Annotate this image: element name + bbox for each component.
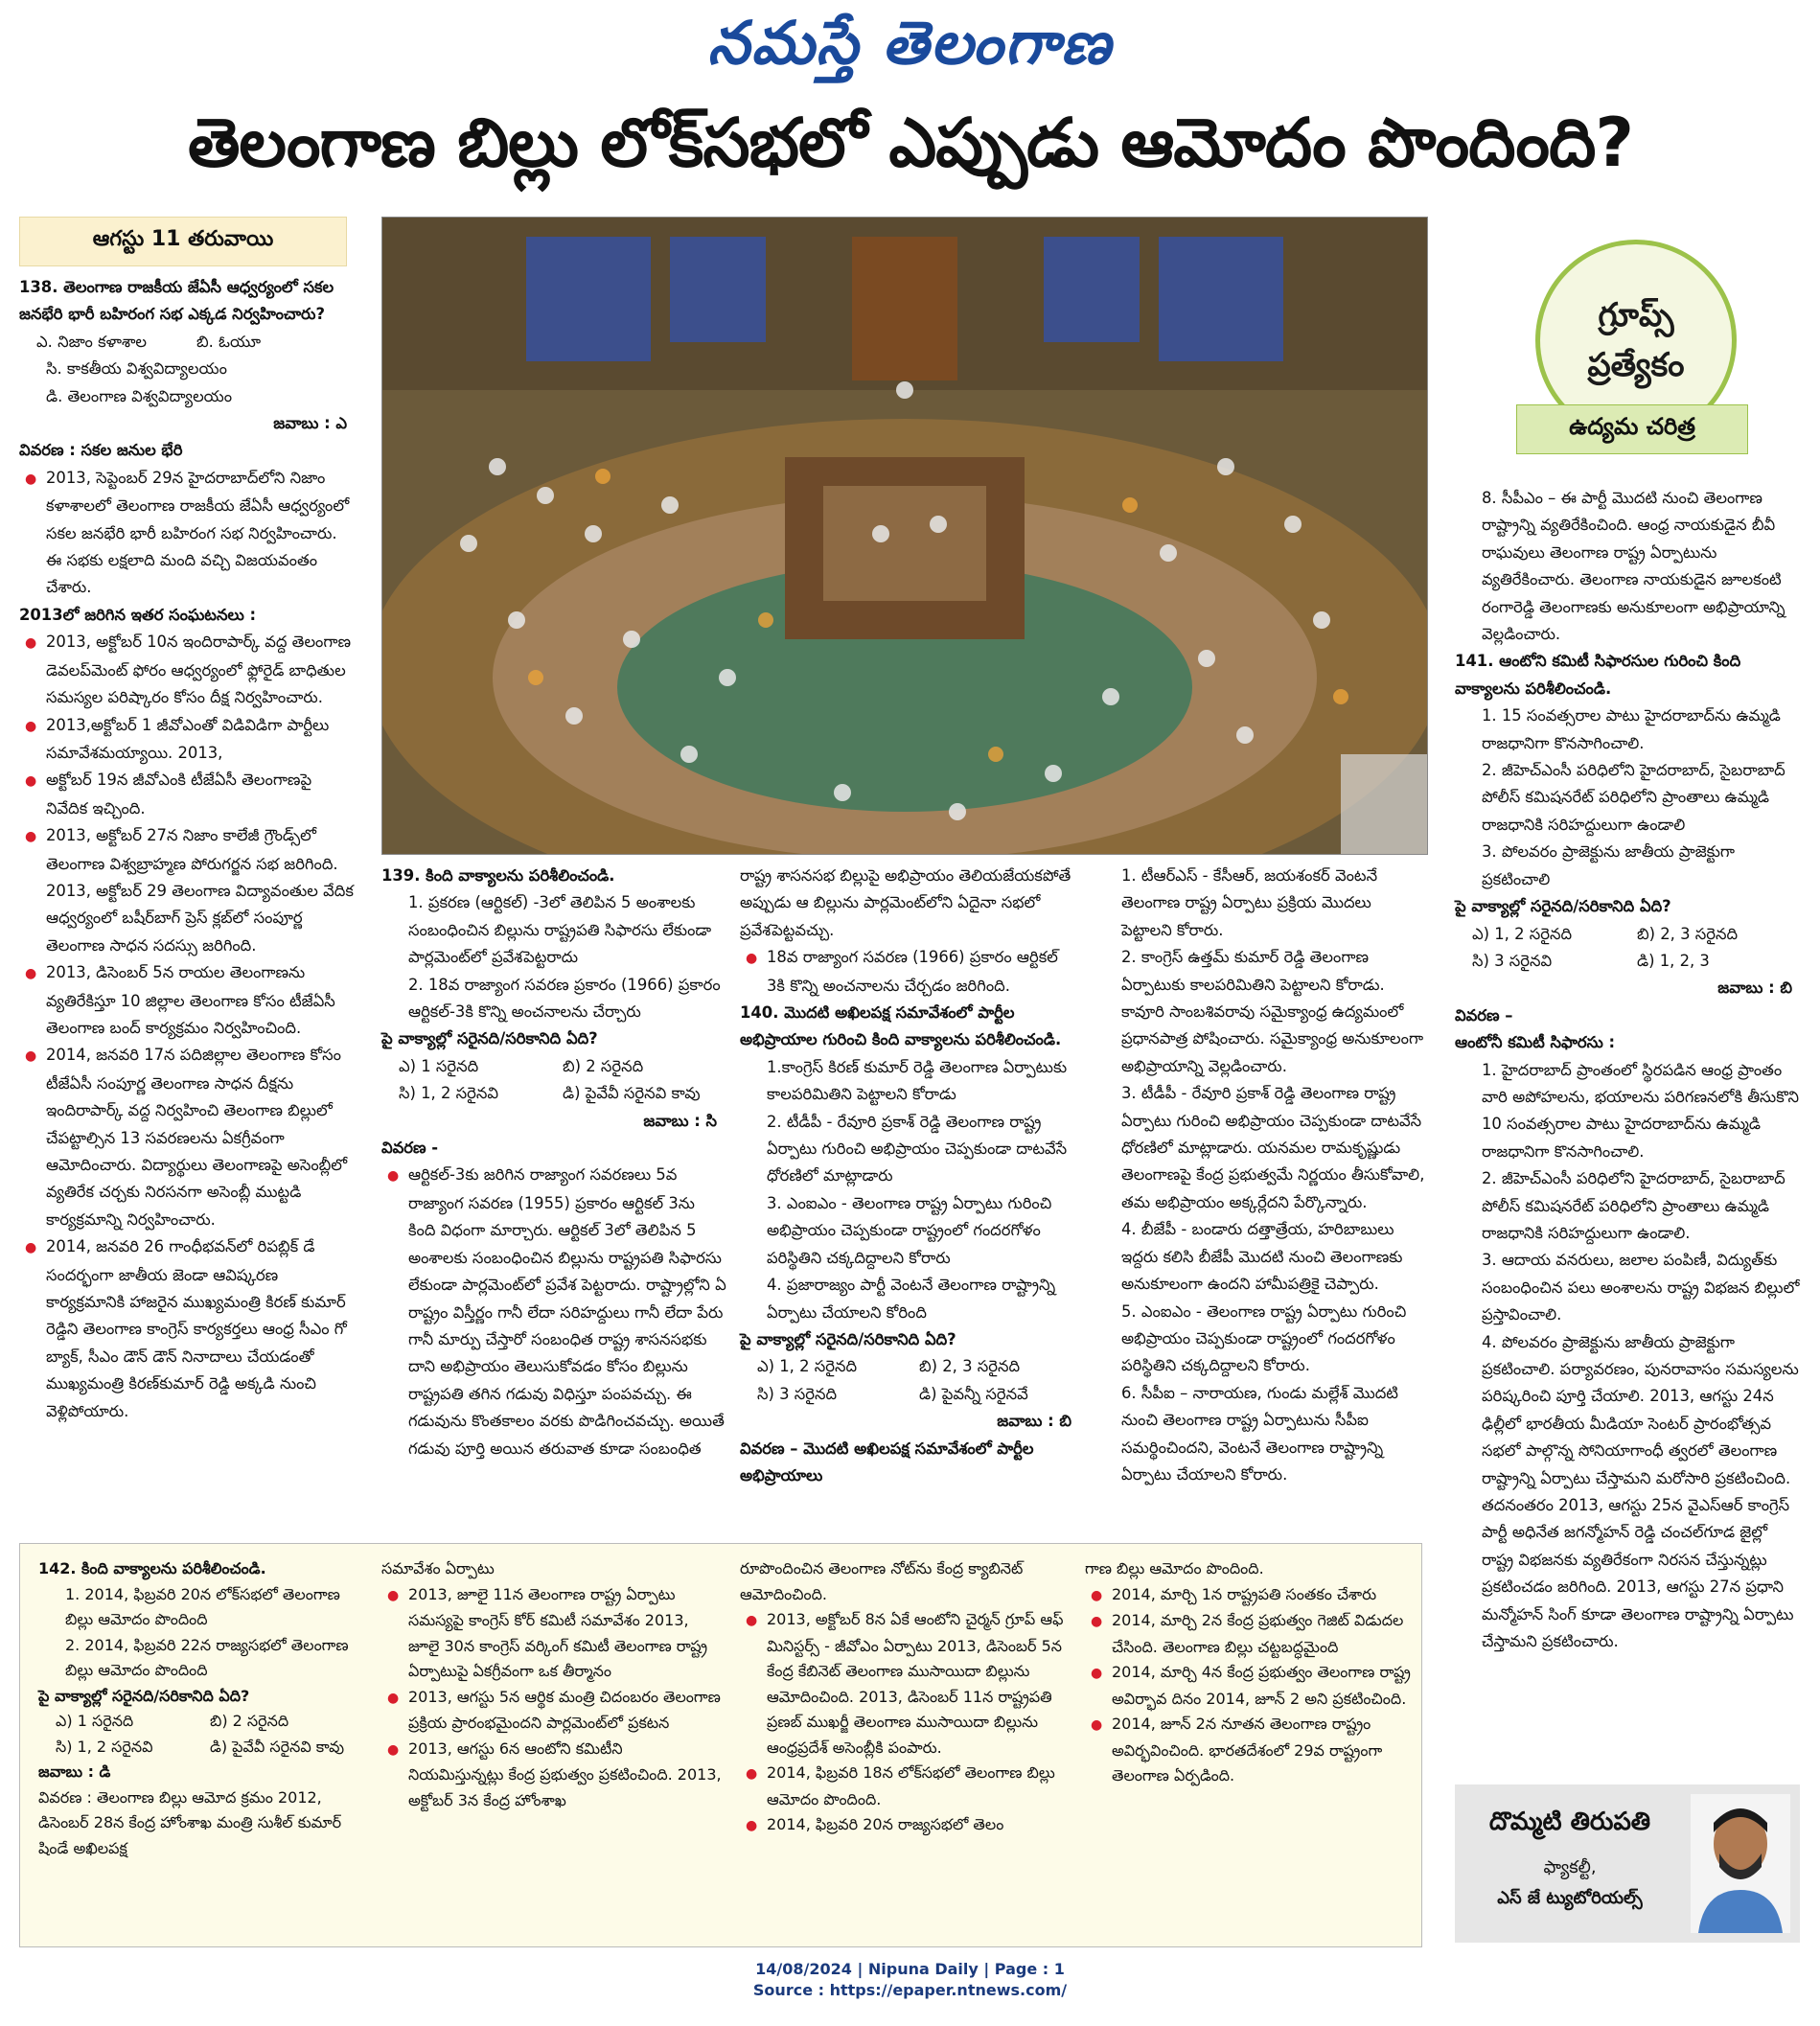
bottom-column-4	[1085, 1556, 1411, 1789]
bullet-item: ● 2014, ఫిబ్రవరి 18న లోక్‌సభలో తెలంగాణ బిల్లు ఆమోదం పొందింది.	[740, 1761, 1071, 1812]
bullet-item: ● 2013, జూలై 11న తెలంగాణ రాష్ట్ర ఏర్పాటు సమస్యపై కాంగ్రెస్ కోర్ కమిటీ సమావేశం 2013, జూలై 30న కాంగ్రెస్ వర్కింగ్ కమిటీ తెలంగాణ రాష్ట్ర ఏర్పాటుపై ఏకగ్రీవంగా ఒక తీర్మానం	[381, 1582, 723, 1685]
answer-140: జవాబు : బి	[997, 1412, 1071, 1431]
question-140: 140. మొదటి అఖిలపక్ష సమావేశంలో పార్టీల అభిప్రాయాల గురించి కింది వాక్యాలను పరిశీలించండి.	[740, 1003, 1062, 1049]
badge-line-2: ప్రత్యేకం	[1587, 346, 1685, 384]
option-c: సి. కాకతీయ విశ్వవిద్యాలయం	[46, 359, 227, 379]
answer-141: జవాబు : బి	[1717, 978, 1792, 998]
options-row	[381, 1053, 726, 1080]
option-d: డి) పైవేవీ సరైనవి కావు	[563, 1084, 701, 1103]
author-name: దొమ్మటి తిరుపతి	[1488, 1807, 1651, 1836]
column-5	[1455, 485, 1802, 1655]
option-c: సి) 1, 2 సరైనవి	[399, 1084, 498, 1103]
option-d: డి) పైవన్నీ సరైనవే	[919, 1384, 1028, 1403]
bullet-item: ● 2014, మార్చి 1న రాష్ట్రపతి సంతకం చేశారు	[1085, 1582, 1411, 1609]
option-a: ఎ) 1, 2 సరైనది	[1472, 924, 1573, 943]
statement: 2. జీహెచ్‌ఎంసీ పరిధిలోని హైదరాబాద్, సైబరాబాద్ పోలీస్ కమిషనరేట్ పరిధిలోని ప్రాంతాలు ఉమ్మడి రాజధానికి సరిహద్దులుగా ఉండాలి	[1482, 761, 1785, 834]
option-a: ఎ. నిజాం కళాశాల	[36, 332, 148, 351]
bullet-item: ● ఆర్టికల్-3కు జరిగిన రాజ్యాంగ సవరణలు 5వ రాజ్యాంగ సవరణ (1955) ప్రకారం ఆర్టికల్ 3ను కింది విధంగా మార్చారు. ఆర్టికల్ 3లో తెలిపిన 5 అంశాలకు సంబంధించిన బిల్లును రాష్ట్రపతి సిఫారసు లేకుండా పార్లమెంట్‌లో ప్రవేశ పెట్టరాదు. రాష్ట్రాల్లోని ఏ రాష్ట్రం విస్తీర్ణం గానీ లేదా సరిహద్దులు గానీ లేదా పేరు గానీ మార్పు చేస్తారో సంబంధిత రాష్ట్ర శాసనసభకు దాని అభిప్రాయం తెలుసుకోవడం కోసం బిల్లును రాష్ట్రపతి తగిన గడువు విధిస్తూ పంపవచ్చు. ఈ గడువును కొంతకాలం వరకు పొడిగించవచ్చు. అయితే గడువు పూర్తి అయిన తరువాత కూడా సంబంధిత	[381, 1162, 726, 1462]
answer-142: జవాబు : డి	[38, 1762, 111, 1781]
option-a: ఎ) 1, 2 సరైనది	[757, 1357, 858, 1376]
page-footer	[0, 1959, 1820, 2001]
party-opinion: 2. కాంగ్రెస్ ఉత్తమ్ కుమార్ రెడ్డి తెలంగాణ ఏర్పాటుకు కాలపరిమితిని పెట్టాలని కోరాడు. కావూరి సాంబశివరావు సమైక్యాంధ్ర ఉద్యమంలో ప్రధానపాత్ర పోషించారు. సమైక్యాంధ్ర అనుకూలంగా అభిప్రాయాన్ని వెల్లడించారు.	[1121, 948, 1424, 1075]
statement: 1.కాంగ్రెస్ కిరణ్ కుమార్ రెడ్డి తెలంగాణ ఏర్పాటుకు కాలపరిమితిని పెట్టాలని కోరాడు	[767, 1057, 1068, 1104]
statement: 4. ప్రజారాజ్యం పార్టీ వెంటనే తెలంగాణ రాష్ట్రాన్ని ఏర్పాటు చేయాలని కోరింది	[767, 1276, 1056, 1322]
question-141: 141. ఆంటోని కమిటీ సిఫారసుల గురించి కింది వాక్యాలను పరిశీలించండి.	[1455, 652, 1741, 698]
option-b: బి. ఓయూ	[196, 332, 262, 351]
statement: 1. 2014, ఫిబ్రవరి 20న లోక్‌సభలో తెలంగాణ బిల్లు ఆమోదం పొందింది	[65, 1584, 340, 1628]
statement: 3. పోలవరం ప్రాజెక్టును జాతీయ ప్రాజెక్టుగా ప్రకటించాలి	[1482, 842, 1735, 888]
bottom-column-1	[38, 1556, 364, 1861]
explanation-point: 3. ఆదాయ వనరులు, జలాల పంపిణీ, విద్యుత్‌కు సంబంధించిన పలు అంశాలను రాష్ట్ర విభజన బిల్లులో ప్రస్తావించాలి.	[1482, 1251, 1800, 1324]
option-b: బి) 2 సరైనది	[210, 1712, 289, 1730]
explanation-point: 4. పోలవరం ప్రాజెక్టును జాతీయ ప్రాజెక్టుగా ప్రకటించాలి. పర్యావరణం, పునరావాసం సమస్యలను పరిష్కరించి పూర్తి చేయాలి. 2013, ఆగస్టు 24న ఢిల్లీలో భారతీయ మీడియా సెంటర్ ప్రారంభోత్సవ సభలో పాల్గొన్న సోనియాగాంధీ త్వరలో తెలంగాణ రాష్ట్రాన్ని ఏర్పాటు చేస్తామని మరోసారి ప్రకటించింది. తదనంతరం 2013, ఆగస్టు 25న వైఎస్ఆర్ కాంగ్రెస్ పార్టీ అధినేత జగన్మోహన్ రెడ్డి చంచల్‌గూడ జైల్లో రాష్ట్ర విభజనకు వ్యతిరేకంగా నిరసన చేస్తున్నట్లు ప్రకటించడం జరిగింది. 2013, ఆగస్టు 27న ప్రధాని మన్మోహన్ సింగ్ కూడా తెలంగాణ రాష్ట్రాన్ని ఏర్పాటు చేస్తామని ప్రకటించారు.	[1482, 1332, 1799, 1651]
option-d: డి) 1, 2, 3	[1637, 951, 1710, 970]
footer-source-line: Source : https://epaper.ntnews.com/	[752, 1981, 1068, 1999]
answer-138: జవాబు : ఎ	[273, 414, 347, 433]
statement: 1. 15 సంవత్సరాల పాటు హైదరాబాద్‌ను ఉమ్మడి రాజధానిగా కొనసాగించాలి.	[1482, 706, 1781, 752]
explanation-subheading: ఆంటోనీ కమిటీ సిఫారసు :	[1455, 1033, 1616, 1052]
lok-sabha-chamber-image	[382, 218, 1427, 854]
option-a: ఎ) 1 సరైనది	[399, 1056, 479, 1075]
page-headline: తెలంగాణ బిల్లు లోక్‌సభలో ఎప్పుడు ఆమోదం పొందింది?	[187, 104, 1634, 182]
statement: 2. 18వ రాజ్యాంగ సవరణ ప్రకారం (1966) ప్రకారం ఆర్టికల్-3కి కొన్ని అంచనాలను చేర్చారు	[408, 975, 721, 1022]
subheading-2013: 2013లో జరిగిన ఇతర సంఘటనలు :	[19, 605, 257, 624]
bullet-item: ● 2013, ఆగస్టు 5న ఆర్థిక మంత్రి చిదంబరం తెలంగాణ ప్రక్రియ ప్రారంభమైందని పార్లమెంట్‌లో ప్రకటన	[381, 1685, 723, 1737]
column-4	[1094, 863, 1426, 1488]
bullet-item: ● 2014, మార్చి 4న కేంద్ర ప్రభుత్వం తెలంగాణ రాష్ట్ర అవిర్భావ దినం 2014, జూన్ 2 అని ప్రకటించింది.	[1085, 1660, 1411, 1712]
bullet-item: ● 2014, ఫిబ్రవరి 20న రాజ్యసభలో తెలం	[740, 1812, 1071, 1839]
bullet-item: ● 2014, మార్చి 2న కేంద్ర ప్రభుత్వం గెజిట్ విడుదల చేసింది. తెలంగాణ బిల్లు చట్టబద్ధమైంది	[1085, 1608, 1411, 1660]
option-b: బి) 2, 3 సరైనది	[1637, 924, 1739, 943]
bullet-item: ● 2013, అక్టోబర్ 8న ఏకే ఆంటోని చైర్మన్ గ్రూప్ ఆఫ్ మినిస్టర్స్ - జీవోఎం ఏర్పాటు 2013, డిసెంబర్ 5న కేంద్ర కేబినెట్ తెలంగాణ ముసాయిదా బిల్లును ఆమోదించింది. 2013, డిసెంబర్ 11న రాష్ట్రపతి ప్రణబ్ ముఖర్జీ తెలంగాణ ముసాయిదా బిల్లును ఆంధ్రప్రదేశ్ అసెంబ్లీకి పంపారు.	[740, 1607, 1071, 1761]
paragraph: గాణ బిల్లు ఆమోదం పొందింది.	[1085, 1559, 1264, 1577]
option-c: సి) 3 సరైనది	[757, 1384, 838, 1403]
bullet-item: ● 2013, ఆగస్టు 6న ఆంటోని కమిటీని నియమిస్తున్నట్లు కేంద్ర ప్రభుత్వం ప్రకటించింది. 2013, అక్టోబర్ 3న కేంద్ర హోంశాఖ	[381, 1737, 723, 1814]
author-box	[1455, 1784, 1800, 1943]
question-138: 138. తెలంగాణ రాజకీయ జేఏసీ ఆధ్వర్యంలో సకల జనభేరి భారీ బహిరంగ సభ ఎక్కడ నిర్వహించారు?	[19, 278, 334, 324]
lok-sabha-photo	[381, 217, 1428, 855]
paragraph: రూపొందించిన తెలంగాణ నోట్‌ను కేంద్ర క్యాబినెట్ ఆమోదించింది.	[740, 1559, 1024, 1603]
statement: 3. ఎంఐఎం - తెలంగాణ రాష్ట్ర ఏర్పాటు గురించి అభిప్రాయం చెప్పకుండా రాష్ట్రంలో గందరగోళం పరిస్థితిని చక్కదిద్దాలని కోరారు	[767, 1193, 1052, 1267]
options-row	[38, 1735, 364, 1761]
explanation-point: 1. హైదరాబాద్ ప్రాంతంలో స్థిరపడిన ఆంధ్ర ప్రాంతం వారి అపోహలను, భయాలను పరిగణనలోకి తీసుకొని 10 సంవత్సరాల పాటు హైదరాబాద్‌ను ఉమ్మడి రాజధానిగా కొనసాగించాలి.	[1482, 1060, 1799, 1161]
paragraph: 8. సీపీఎం – ఈ పార్టీ మొదటి నుంచి తెలంగాణ రాష్ట్రాన్ని వ్యతిరేకించింది. ఆంధ్ర నాయకుడైన బీవీ రాఘవులు తెలంగాణ రాష్ట్ర ఏర్పాటును వ్యతిరేకించారు. తెలంగాణ నాయకుడైన జూలకంటి రంగారెడ్డి తెలంగాణకు అనుకూలంగా అభిప్రాయాన్ని వెల్లడించారు.	[1482, 489, 1785, 644]
bullet-item: ● 2014, జూన్ 2న నూతన తెలంగాణ రాష్ట్రం అవిర్భవించింది. భారతదేశంలో 29వ రాష్ట్రంగా తెలంగాణ ఏర్పడింది.	[1085, 1712, 1411, 1789]
question-139: 139. కింది వాక్యాలను పరిశీలించండి.	[381, 866, 615, 885]
question-142: 142. కింది వాక్యాలను పరిశీలించండి.	[38, 1559, 266, 1577]
option-d: డి) పైవేవీ సరైనవి కావు	[210, 1737, 345, 1756]
bullet-item: ● అక్టోబర్ 19న జీవోఎంకి టీజేఏసీ తెలంగాణపై నివేదిక ఇచ్చింది.	[19, 767, 357, 822]
bullet-item: ● 2013, సెప్టెంబర్ 29న హైదరాబాద్‌లోని నిజాం కళాశాలలో తెలంగాణ రాజకీయ జేఏసీ ఆధ్వర్యంలో సకల జనభేరి భారీ బహిరంగ సభ నిర్వహించారు. ఈ సభకు లక్షలాది మంది వచ్చి విజయవంతం చేశారు.	[19, 465, 357, 602]
explanation-label: వివరణ –	[1455, 1005, 1513, 1025]
newspaper-masthead: నమస్తే తెలంగాణ	[707, 8, 1113, 78]
options-row	[740, 1353, 1081, 1380]
column-2	[381, 863, 726, 1462]
bullet-item: ● 2013, అక్టోబర్ 10న ఇందిరాపార్క్ వద్ద తెలంగాణ డెవలప్‌మెంట్ ఫోరం ఆధ్వర్యంలో ఫ్లోరైడ్ బాధితుల సమస్యల పరిష్కారం కోసం దీక్ష నిర్వహించారు.	[19, 629, 357, 711]
question-prompt: పై వాక్యాల్లో సరైనది/సరికానిది ఏది?	[38, 1686, 250, 1705]
column-3	[740, 863, 1081, 1489]
option-c: సి) 3 సరైనవి	[1472, 951, 1553, 970]
bullet-item: ● 2013, అక్టోబర్ 27న నిజాం కాలేజీ గ్రౌండ్స్‌లో తెలంగాణ విశ్వబ్రాహ్మణ పోరుగర్జన సభ జరిగింది. 2013, అక్టోబర్ 29 తెలంగాణ విద్యావంతుల వేదిక ఆధ్వర్యంలో బషీర్‌బాగ్ ప్రెస్ క్లబ్‌లో సంపూర్ణ తెలంగాణ సాధన సదస్సు జరిగింది.	[19, 822, 357, 959]
statement: 2. 2014, ఫిబ్రవరి 22న రాజ్యసభలో తెలంగాణ బిల్లు ఆమోదం పొందింది	[65, 1635, 349, 1679]
options-row	[1455, 948, 1802, 975]
option-b: బి) 2 సరైనది	[563, 1056, 644, 1075]
option-a: ఎ) 1 సరైనది	[56, 1712, 134, 1730]
section-label: ఆగస్టు 11 తరువాయి	[19, 217, 347, 266]
option-c: సి) 1, 2 సరైనవి	[56, 1737, 153, 1756]
party-opinion: 4. బీజేపీ - బండారు దత్తాత్రేయ, హరిబాబులు ఇద్దరు కలిసి బీజేపీ మొదటి నుంచి తెలంగాణకు అనుకూలంగా ఉందని హామీపత్రికై చెప్పారు.	[1121, 1220, 1403, 1294]
options-row	[381, 1080, 726, 1107]
footer-date-line: 14/08/2024 | Nipuna Daily | Page : 1	[755, 1960, 1065, 1978]
movement-history-ribbon: ఉద్యమ చరిత్ర	[1516, 404, 1748, 454]
author-organization: ఎస్ జే ట్యుటోరియల్స్	[1497, 1888, 1643, 1908]
column-1	[19, 274, 357, 1425]
options-row	[740, 1381, 1081, 1408]
bottom-column-2	[381, 1556, 723, 1813]
explanation-label: వివరణ : సకల జనుల భేరి	[19, 441, 183, 460]
options-row	[19, 329, 357, 356]
options-row	[38, 1709, 364, 1735]
party-opinion: 6. సీపీఐ – నారాయణ, గుండు మల్లేశ్ మొదటి నుంచి తెలంగాణ రాష్ట్ర ఏర్పాటును సీపీఐ సమర్థించిందని, వెంటనే తెలంగాణ రాష్ట్రాన్ని ఏర్పాటు చేయాలని కోరారు.	[1121, 1383, 1398, 1484]
bullet-item: ● 18వ రాజ్యాంగ సవరణ (1966) ప్రకారం ఆర్టికల్ 3కి కొన్ని అంచనాలను చేర్చడం జరిగింది.	[740, 944, 1081, 1000]
badge-line-1: గ్రూప్స్	[1598, 296, 1674, 334]
option-d: డి. తెలంగాణ విశ్వవిద్యాలయం	[46, 386, 233, 405]
explanation-text: వివరణ : తెలంగాణ బిల్లు ఆమోద క్రమం 2012, డిసెంబర్ 28న కేంద్ర హోంశాఖ మంత్రి సుశీల్ కుమార్ షిండే అఖిలపక్ష	[38, 1787, 342, 1857]
option-b: బి) 2, 3 సరైనది	[919, 1357, 1021, 1376]
party-opinion: 5. ఎంఐఎం - తెలంగాణ రాష్ట్ర ఏర్పాటు గురించి అభిప్రాయం చెప్పకుండా రాష్ట్రంలో గందరగోళం పరిస్థితిని చక్కదిద్దాలని కోరారు.	[1121, 1301, 1407, 1375]
question-prompt: పై వాక్యాల్లో సరైనది/సరికానిది ఏది?	[381, 1029, 598, 1048]
bottom-column-3	[740, 1556, 1071, 1839]
question-prompt: పై వాక్యాల్లో సరైనది/సరికానిది ఏది?	[740, 1329, 956, 1348]
statement: 2. టీడీపీ - రేవూరి ప్రకాశ్ రెడ్డి తెలంగాణ రాష్ట్ర ఏర్పాటు గురించి అభిప్రాయం చెప్పకుండా దాటవేసే ధోరణిలో మాట్లాడారు	[767, 1112, 1068, 1186]
party-opinion: 3. టీడీపీ - రేవూరి ప్రకాశ్ రెడ్డి తెలంగాణ రాష్ట్ర ఏర్పాటు గురించి అభిప్రాయం చెప్పకుండా దాటవేసే ధోరణిలో మాట్లాడారు. యనమల రామకృష్ణుడు తెలంగాణపై కేంద్ర ప్రభుత్వమే నిర్ణయం తీసుకోవాలి, తమ అభిప్రాయం అక్కర్లేదని పేర్కొన్నారు.	[1121, 1084, 1425, 1211]
paragraph: రాష్ట్ర శాసనసభ బిల్లుపై అభిప్రాయం తెలియజేయకపోతే అప్పుడు ఆ బిల్లును పార్లమెంట్‌లోని ఏదైనా సభలో ప్రవేశపెట్టవచ్చు.	[740, 866, 1071, 939]
explanation-point: 2. జీహెచ్‌ఎంసీ పరిధిలోని హైదరాబాద్, సైబరాబాద్ పోలీస్ కమిషనరేట్ పరిధిలోని ప్రాంతాలు ఉమ్మడి రాజధానికి సరిహద్దులుగా ఉండాలి.	[1482, 1169, 1785, 1242]
bullet-item: ● 2013, డిసెంబర్ 5న రాయల తెలంగాణను వ్యతిరేకిస్తూ 10 జిల్లాల తెలంగాణ కోసం టీజేఏసీ తెలంగాణ బంద్ కార్యక్రమం నిర్వహించింది.	[19, 959, 357, 1042]
bullet-item: ● 2013,అక్టోబర్ 1 జీవోఎంతో విడివిడిగా పార్టీలు సమావేశమయ్యాయి. 2013,	[19, 712, 357, 768]
author-role: ఫ్యాకల్టీ,	[1543, 1857, 1597, 1877]
author-photo	[1691, 1794, 1790, 1933]
question-prompt: పై వాక్యాల్లో సరైనది/సరికానిది ఏది?	[1455, 897, 1671, 916]
explanation-label: వివరణ -	[381, 1139, 439, 1158]
answer-139: జవాబు : సి	[643, 1111, 717, 1130]
bullet-item: ● 2014, జనవరి 26 గాంధీభవన్‌లో రిపబ్లిక్ డే సందర్భంగా జాతీయ జెండా ఆవిష్కరణ కార్యక్రమానికి హాజరైన ముఖ్యమంత్రి కిరణ్ కుమార్ రెడ్డిని తెలంగాణ కాంగ్రెస్ కార్యకర్తలు ఆంధ్ర సీఎం గో బ్యాక్, సీఎం డౌన్ డౌన్ నినాదాలు చేయడంతో ముఖ్యమంత్రి కిరణ్‌కుమార్ రెడ్డి అక్కడి నుంచి వెళ్లిపోయారు.	[19, 1233, 357, 1425]
bullet-item: ● 2014, జనవరి 17న పదిజిల్లాల తెలంగాణ కోసం టీజేఏసీ సంపూర్ణ తెలంగాణ సాధన దీక్షను ఇందిరాపార్క్ వద్ద నిర్వహించి తెలంగాణ బిల్లులో చేపట్టాల్సిన 13 సవరణలను ఏకగ్రీవంగా ఆమోదించారు. విద్యార్థులు తెలంగాణపై అసెంబ్లీలో వ్యతిరేక చర్చకు నిరసనగా అసెంబ్లీ ముట్టడి కార్యక్రమాన్ని నిర్వహించారు.	[19, 1042, 357, 1233]
party-opinion: 1. టీఆర్ఎస్ - కేసీఆర్, జయశంకర్ వెంటనే తెలంగాణ రాష్ట్ర ఏర్పాటు ప్రక్రియ మొదలు పెట్టాలని కోరారు.	[1121, 866, 1378, 939]
paragraph: సమావేశం ఏర్పాటు	[381, 1559, 495, 1577]
explanation-label: వివరణ – మొదటి అఖిలపక్ష సమావేశంలో పార్టీల అభిప్రాయాలు	[740, 1439, 1034, 1485]
statement: 1. ప్రకరణ (ఆర్టికల్) -3లో తెలిపిన 5 అంశాలకు సంబంధించిన బిల్లును రాష్ట్రపతి సిఫారసు లేకుండా పార్లమెంట్‌లో ప్రవేశపెట్టరాదు	[408, 893, 712, 967]
options-row	[1455, 921, 1802, 948]
